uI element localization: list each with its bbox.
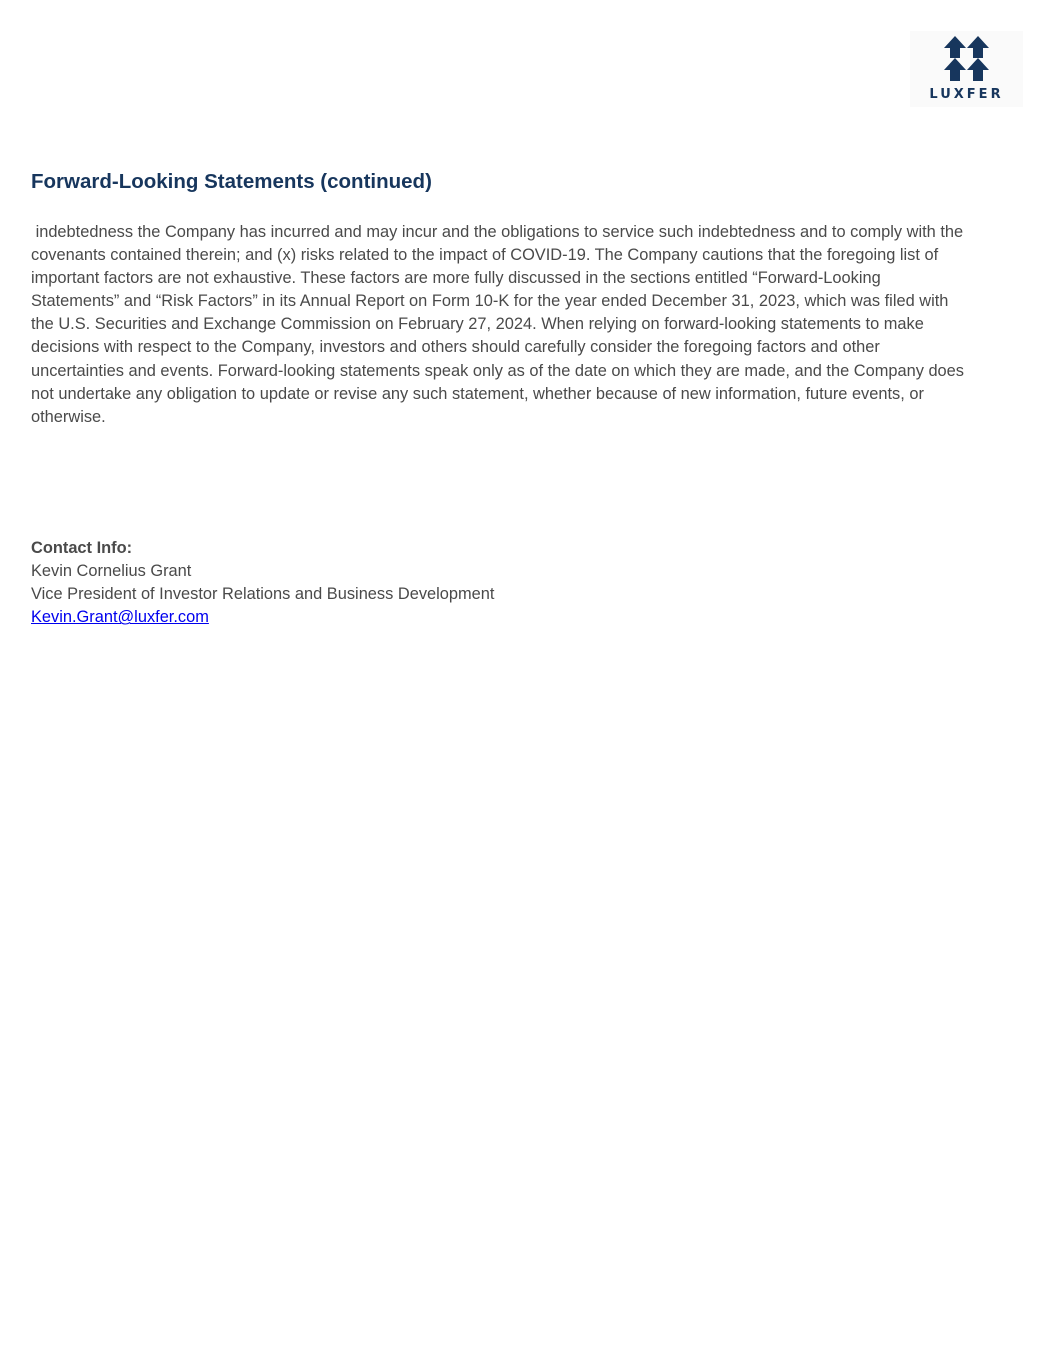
- forward-looking-paragraph: [31, 221, 1025, 429]
- contact-title: Vice President of Investor Relations and Business Development: [31, 585, 495, 604]
- paragraph-line: Statements” and “Risk Factors” in its Annual Report on Form 10-K for the year ended December 31, 2023, which was filed with: [31, 292, 949, 311]
- paragraph-line: important factors are not exhaustive. These factors are more fully discussed in the sections entitled “Forward-Looking: [31, 269, 881, 288]
- paragraph-line: decisions with respect to the Company, investors and others should carefully consider the foregoing factors and other: [31, 338, 880, 357]
- paragraph-line: uncertainties and events. Forward-looking statements speak only as of the date on which they are made, and the Company does: [31, 361, 964, 380]
- luxfer-logo: [910, 31, 1023, 107]
- paragraph-line: the U.S. Securities and Exchange Commission on February 27, 2024. When relying on forward-looking statements to make: [31, 315, 924, 334]
- logo-wordmark: LUXFER: [929, 87, 1004, 102]
- paragraph-line: covenants contained therein; and (x) risks related to the impact of COVID-19. The Company cautions that the foregoing list of: [31, 246, 939, 265]
- section-heading: Forward-Looking Statements (continued): [31, 170, 432, 193]
- contact-name: Kevin Cornelius Grant: [31, 562, 192, 581]
- stacked-arrows-logo-icon: [943, 36, 991, 84]
- contact-info-block: [31, 537, 731, 629]
- contact-info-label: Contact Info:: [31, 539, 133, 557]
- paragraph-line: not undertake any obligation to update or revise any such statement, whether because of new information, future events, or: [31, 384, 924, 403]
- contact-email-link[interactable]: Kevin.Grant@luxfer.com: [31, 608, 209, 627]
- paragraph-line: otherwise.: [31, 407, 106, 426]
- paragraph-line: indebtedness the Company has incurred and may incur and the obligations to service such indebtedness and to comply with the: [31, 223, 964, 241]
